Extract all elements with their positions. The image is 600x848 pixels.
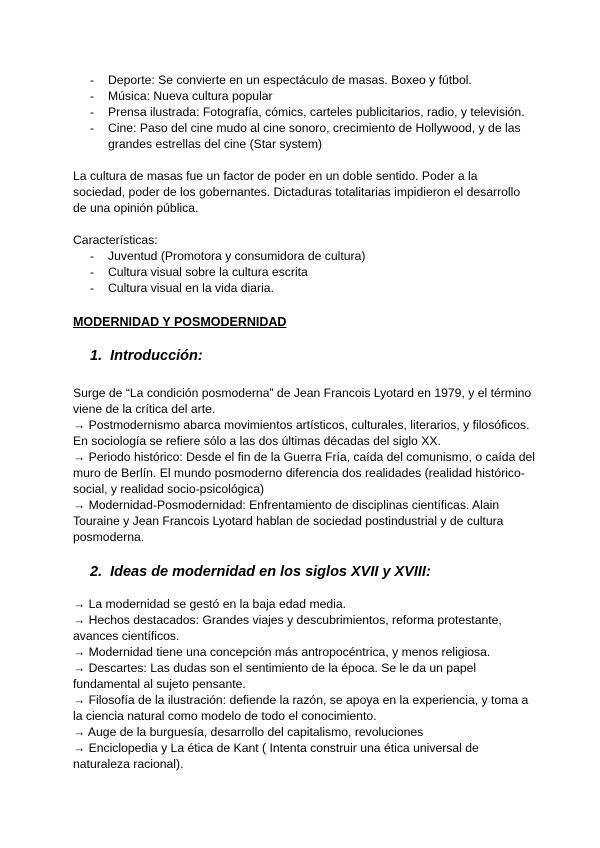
paragraph: → Descartes: Las dudas son el sentimiento de la época. Se le da un papel fundamental al sujeto pensante. <box>73 661 477 691</box>
paragraph: → Modernidad tiene una concepción más antropocéntrica, y menos religiosa. <box>73 645 491 659</box>
subsection-2-heading: 2. Ideas de modernidad en los siglos XVII y XVIII: <box>90 564 431 580</box>
paragraph: → Postmodernismo abarca movimientos artísticos, culturales, literarios, y filosóficos. En sociología se refiere sólo a las dos últimas décadas del siglo XX. <box>73 418 530 448</box>
list-item: - Prensa ilustrada: Fotografía, cómics, carteles publicitarios, radio, y televisión. <box>90 105 525 119</box>
subsection-1-heading: 1. Introducción: <box>90 348 203 364</box>
paragraph: → Filosofía de la ilustración: defiende la razón, se apoya en la experiencia, y toma a la ciencia natural como modelo de todo el conocimiento. <box>73 693 529 723</box>
paragraph: → Periodo histórico: Desde el fin de la Guerra Fría, caída del comunismo, o caída del muro de Berlín. El mundo posmoderno diferencia dos realidades (realidad histórico-social, y realidad socio-psicológica) <box>73 450 536 496</box>
characteristics-list <box>73 248 543 296</box>
list-item: - Música: Nueva cultura popular <box>90 89 273 103</box>
modernity-ideas-body <box>73 596 535 772</box>
list-item: - Juventud (Promotora y consumidora de cultura) <box>90 249 366 263</box>
introduction-body <box>73 385 535 545</box>
characteristics-label: Características: <box>73 233 158 247</box>
list-item: - Cine: Paso del cine mudo al cine sonoro, crecimiento de Hollywood, y de las grandes estrellas del cine (Star system) <box>90 121 521 151</box>
list-item: - Cultura visual en la vida diaria. <box>90 281 274 295</box>
mass-culture-paragraph: La cultura de masas fue un factor de poder en un doble sentido. Poder a la sociedad, poder de los gobernantes. Dictaduras totalitarias impidieron el desarrollo de una opinión pública. <box>73 169 521 215</box>
paragraph: → Hechos destacados: Grandes viajes y descubrimientos, reforma protestante, avances científicos. <box>73 613 502 643</box>
paragraph: → Auge de la burguesía, desarrollo del capitalismo, revoluciones <box>73 725 424 739</box>
list-item: - Cultura visual sobre la cultura escrita <box>90 265 308 279</box>
paragraph: → La modernidad se gestó en la baja edad media. <box>73 597 347 611</box>
paragraph: Surge de “La condición posmoderna” de Jean Francois Lyotard en 1979, y el término viene de la crítica del arte. <box>73 386 532 416</box>
list-item: - Deporte: Se convierte en un espectáculo de masas. Boxeo y fútbol. <box>90 73 472 87</box>
section-title: MODERNIDAD Y POSMODERNIDAD <box>73 315 287 329</box>
paragraph: → Enciclopedia y La ética de Kant ( Intenta construir una ética universal de naturaleza racional). <box>73 741 479 771</box>
top-bullet-list <box>73 72 543 152</box>
paragraph: → Modernidad-Posmodernidad: Enfrentamiento de disciplinas científicas. Alain Touraine y Jean Francois Lyotard hablan de sociedad postindustrial y de cultura posmoderna. <box>73 498 504 544</box>
